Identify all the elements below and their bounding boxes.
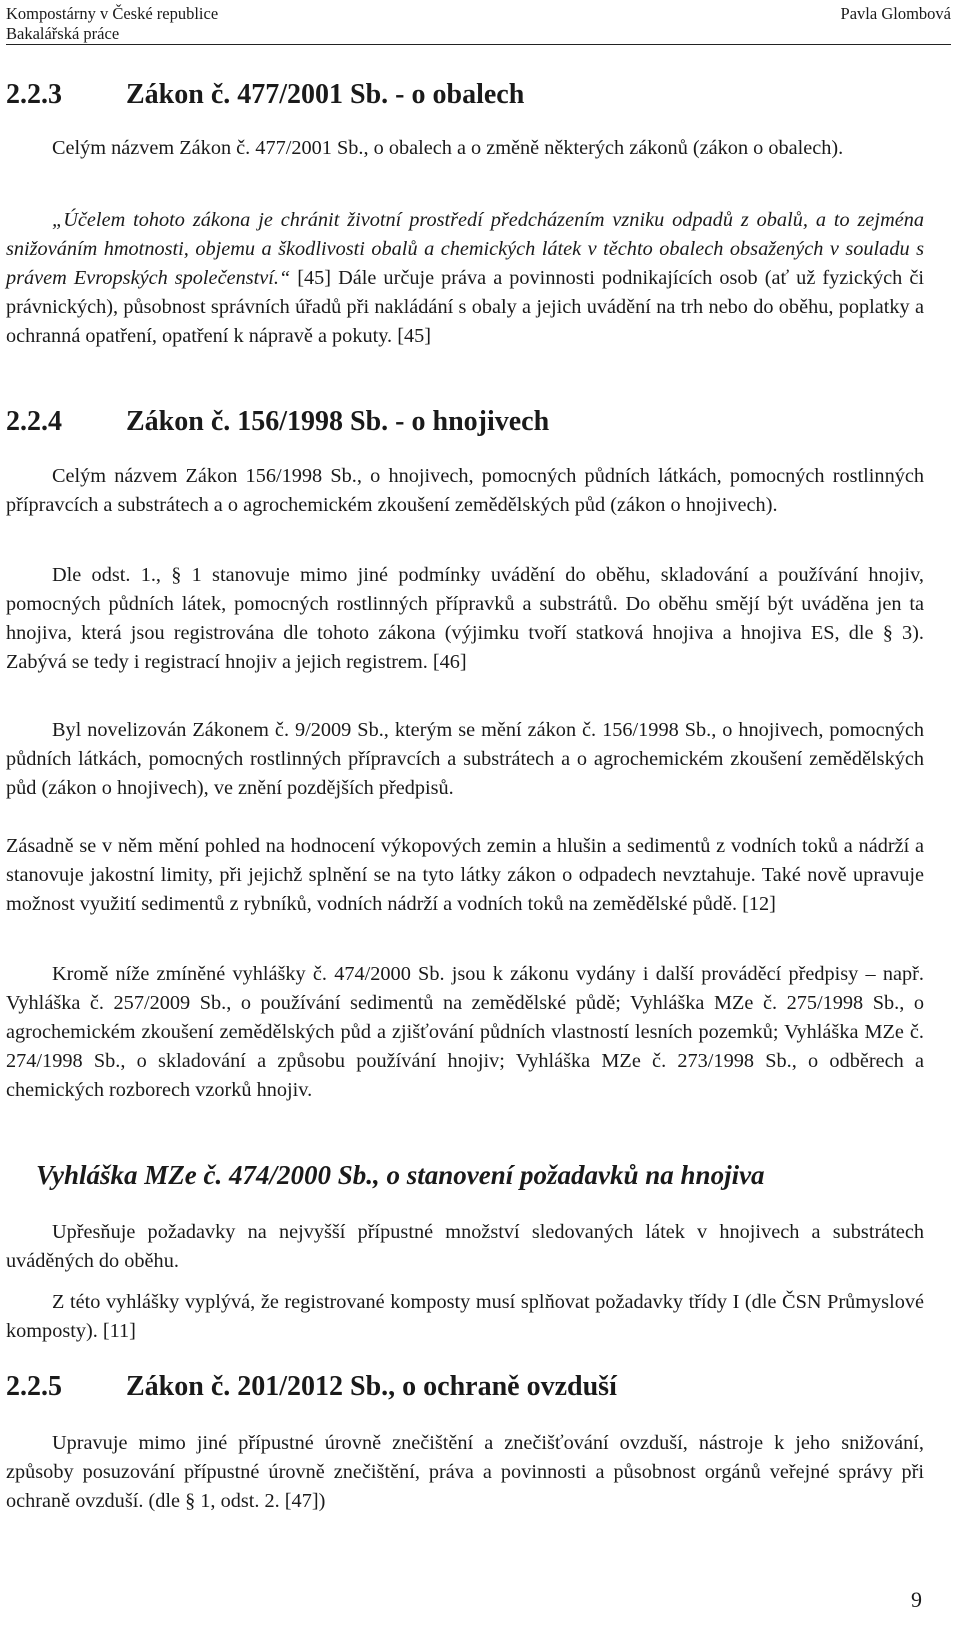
paragraph: Dle odst. 1., § 1 stanovuje mimo jiné podmínky uvádění do oběhu, skladování a používání hnojiv, pomocných půdních látek, pomocných rostlinných přípravků a substrátů. Do oběhu smějí být uváděna jen ta hnojiva, která jsou registrována dle tohoto zákona (výjimku tvoří statková hnojiva a hnojiva ES, dle § 3). Zabývá se tedy i registrací hnojiv a jejich registrem. [46] [6,564,924,673]
paragraph: Upravuje mimo jiné přípustné úrovně znečištění a znečišťování ovzduší, nástroje k jeho snižování, způsoby posuzování přípustné úrovně znečištění, práva a povinnosti a působnost orgánů veřejné správy při ochraně ovzduší. (dle § 1, odst. 2. [47]) [6,1432,924,1512]
section-title: Zákon č. 201/2012 Sb., o ochraně ovzduší [126,1371,617,1402]
paragraph: Zásadně se v něm mění pohled na hodnocení výkopových zemin a hlušin a sedimentů z vodních toků a nádrží a stanovuje jakostní limity, při jejichž splnění se na tyto látky zákon o odpadech nevztahuje. Také nově upravuje možnost využití sedimentů z rybníků, vodních nádrží a vodních toků na zemědělské půdě. [12] [6,835,924,915]
section-number: 2.2.4 [6,406,62,437]
header-author: Pavla Glombová [840,4,951,23]
paragraph: Upřesňuje požadavky na nejvyšší přípustné množství sledovaných látek v hnojivech a substrátech uváděných do oběhu. [6,1221,924,1272]
paragraph: Z této vyhlášky vyplývá, že registrované komposty musí splňovat požadavky třídy I (dle ČSN Průmyslové komposty). [11] [6,1291,924,1342]
header-subtitle: Bakalářská práce [6,24,120,43]
paragraph-text: [45] Dále určuje práva a povinnosti podnikajících osob (ať už fyzických či právnických), působnost správních úřadů při nakládání s obaly a jejich uvádění na trh nebo do oběhu, poplatky a ochranná opatření, opatření k nápravě a pokuty. [45] [6,267,924,347]
paragraph: Celým názvem Zákon č. 477/2001 Sb., o obalech a o změně některých zákonů (zákon o obalech). [52,137,844,159]
section-title: Zákon č. 156/1998 Sb. - o hnojivech [126,406,550,437]
header-title: Kompostárny v České republice [6,4,219,23]
paragraph-quote [6,206,924,351]
paragraph: Byl novelizován Zákonem č. 9/2009 Sb., kterým se mění zákon č. 156/1998 Sb., o hnojivech, pomocných půdních látkách, pomocných rostlinných přípravcích a substrátech a o agrochemickém zkoušení zemědělských půd (zákon o hnojivech), ve znění pozdějších předpisů. [6,719,924,799]
section-heading-2-2-3 [6,78,524,112]
section-number: 2.2.5 [6,1371,62,1402]
section-title: Zákon č. 477/2001 Sb. - o obalech [126,79,525,110]
subheading-vyhlaska: Vyhláška MZe č. 474/2000 Sb., o stanovení požadavků na hnojiva [36,1160,765,1190]
section-heading-2-2-4 [6,405,549,439]
page-header [6,4,951,45]
paragraph: Celým názvem Zákon 156/1998 Sb., o hnojivech, pomocných půdních látkách, pomocných rostlinných přípravcích a substrátech a o agrochemickém zkoušení zemědělských půd (zákon o hnojivech). [6,465,924,516]
section-heading-2-2-5 [6,1370,617,1404]
page-number: 9 [911,1587,922,1612]
quote-text: „Účelem tohoto zákona je chránit životní prostředí předcházením vzniku odpadů z obalů, a to zejména snižováním hmotnosti, objemu a škodlivosti obalů a chemických látek v těchto obalech obsažených v souladu s právem Evropských společenství.“ [6,209,924,289]
paragraph: Kromě níže zmíněné vyhlášky č. 474/2000 Sb. jsou k zákonu vydány i další prováděcí předpisy – např. Vyhláška č. 257/2009 Sb., o používání sedimentů na zemědělské půdě; Vyhláška MZe č. 275/1998 Sb., o agrochemickém zkoušení zemědělských půd a zjišťování půdních vlastností lesních pozemků; Vyhláška MZe č. 274/1998 Sb., o skladování a způsobu používání hnojiv; Vyhláška MZe č. 273/1998 Sb., o odběrech a chemických rozborech vzorků hnojiv. [6,963,924,1101]
section-number: 2.2.3 [6,79,62,110]
